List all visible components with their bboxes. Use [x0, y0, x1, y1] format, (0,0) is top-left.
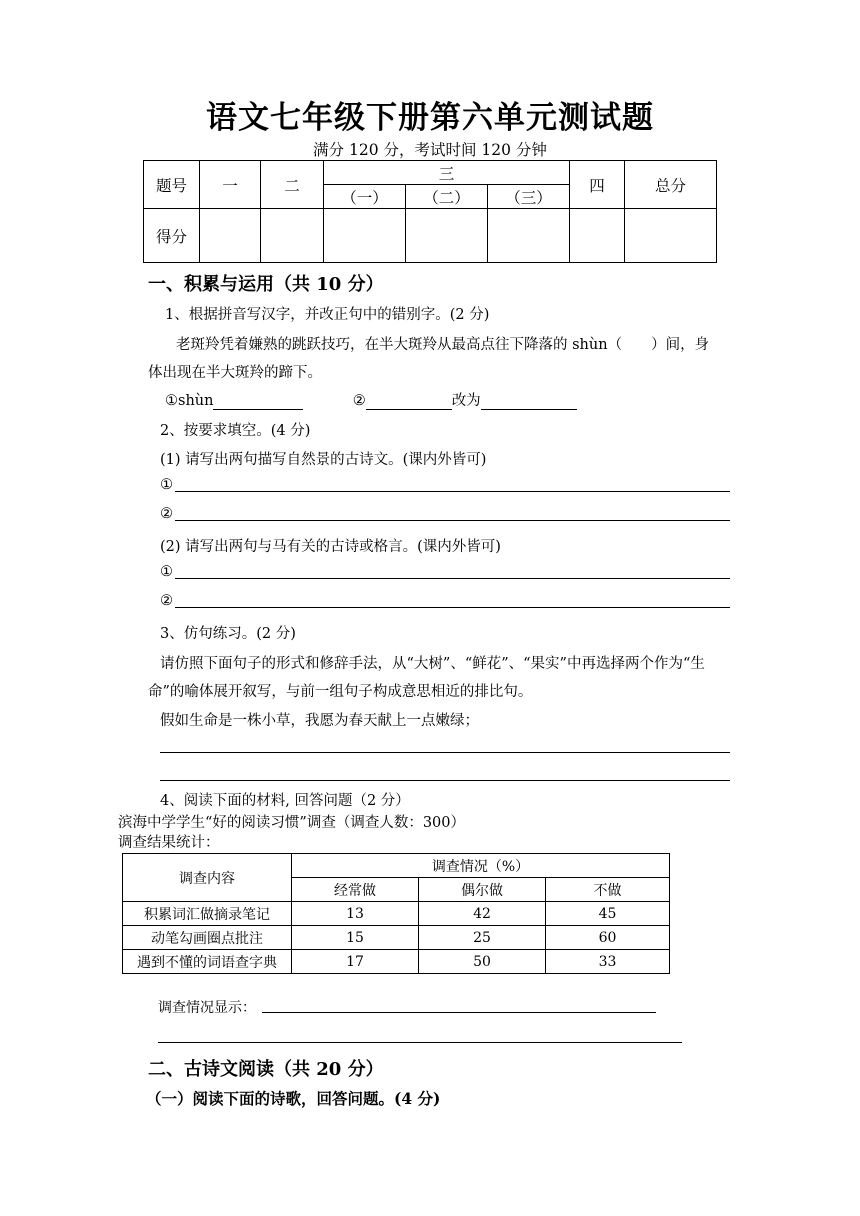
score-row-label: 得分	[144, 209, 200, 263]
survey-never: 33	[546, 950, 670, 974]
survey-header-often: 经常做	[292, 878, 419, 902]
q1-blank2-wrong[interactable]	[366, 394, 452, 410]
score-header-3c: （三）	[488, 185, 570, 209]
score-header-total: 总分	[625, 161, 717, 209]
table-row	[123, 902, 670, 926]
survey-table	[122, 853, 670, 974]
q4-stats-label: 调查结果统计：	[118, 835, 220, 851]
survey-often: 13	[292, 902, 419, 926]
q1-prompt: 1、根据拼音写汉字，并改正句中的错别字。(2 分)	[165, 307, 490, 323]
score-header-3b: （二）	[406, 185, 488, 209]
survey-never: 45	[546, 902, 670, 926]
q1-passage-line1: 老斑羚凭着嫌熟的跳跃技巧，在半大斑羚从最高点往下降落的 shùn（ ）间，身	[176, 337, 710, 353]
score-header-4: 四	[570, 161, 625, 209]
q2-answer-line-2b[interactable]	[175, 607, 730, 608]
q2-answer-line-1a[interactable]	[175, 491, 730, 492]
survey-often: 15	[292, 926, 419, 950]
score-cell[interactable]	[625, 209, 717, 263]
q1-blank2-mid: 改为	[451, 393, 481, 409]
q2-mark-1b: ②	[160, 506, 173, 522]
survey-header-content: 调查内容	[123, 854, 292, 902]
q4-result-label: 调查情况显示：	[158, 1000, 256, 1016]
q3-example: 假如生命是一株小草，我愿为春天献上一点嫩绿；	[160, 713, 479, 729]
survey-sometimes: 42	[419, 902, 546, 926]
q3-instruction-line2: 命”的喻体展开叙写，与前一组句子构成意思相近的排比句。	[148, 684, 533, 700]
survey-often: 17	[292, 950, 419, 974]
q1-blank1-label: ①shùn	[165, 393, 214, 409]
q4-prompt: 4、阅读下面的材料, 回答问题（2 分）	[160, 793, 410, 809]
q1-passage-line2: 体出现在半大斑羚的蹄下。	[148, 365, 322, 381]
q1-blank2-correct[interactable]	[481, 394, 577, 410]
survey-item: 积累词汇做摘录笔记	[123, 902, 292, 926]
score-cell[interactable]	[570, 209, 625, 263]
q2-mark-2a: ①	[160, 564, 173, 580]
q2-answer-line-1b[interactable]	[175, 520, 730, 521]
section1-heading: 一、积累与运用（共 10 分）	[148, 274, 384, 295]
table-row	[123, 950, 670, 974]
score-header-3: 三	[324, 161, 570, 185]
section2-sub1: （一）阅读下面的诗歌，回答问题。(4 分)	[146, 1089, 441, 1108]
page-subtitle: 满分 120 分，考试时间 120 分钟	[313, 141, 547, 159]
score-header-tihao: 题号	[144, 161, 200, 209]
score-cell[interactable]	[488, 209, 570, 263]
q3-answer-line-1[interactable]	[160, 752, 730, 753]
q3-instruction-line1: 请仿照下面句子的形式和修辞手法，从“大树”、“鲜花”、“果实”中再选择两个作为“生	[160, 656, 705, 672]
q4-answer-line-2[interactable]	[158, 1042, 682, 1043]
score-header-1: 一	[200, 161, 261, 209]
q1-answer-row	[165, 389, 577, 410]
score-cell[interactable]	[200, 209, 261, 263]
score-cell[interactable]	[324, 209, 406, 263]
survey-header-situation: 调查情况（%）	[292, 854, 670, 878]
survey-header-sometimes: 偶尔做	[419, 878, 546, 902]
score-cell[interactable]	[406, 209, 488, 263]
q2-answer-line-2a[interactable]	[175, 578, 730, 579]
score-header-2: 二	[261, 161, 324, 209]
q3-prompt: 3、仿句练习。(2 分)	[160, 626, 296, 642]
survey-sometimes: 50	[419, 950, 546, 974]
section2-heading: 二、古诗文阅读（共 20 分）	[148, 1059, 384, 1080]
q2-sub2: (2) 请写出两句与马有关的古诗或格言。(课内外皆可)	[160, 539, 501, 555]
q2-mark-1a: ①	[160, 477, 173, 493]
table-row	[123, 926, 670, 950]
q2-sub1: (1) 请写出两句描写自然景的古诗文。(课内外皆可)	[160, 452, 487, 468]
survey-item: 动笔勾画圈点批注	[123, 926, 292, 950]
score-table	[143, 160, 717, 263]
q3-answer-line-2[interactable]	[160, 780, 730, 781]
q4-survey-title: 滨海中学学生“好的阅读习惯”调查（调查人数：300）	[118, 815, 465, 831]
survey-never: 60	[546, 926, 670, 950]
q2-mark-2b: ②	[160, 593, 173, 609]
q1-blank2-label: ②	[352, 393, 366, 409]
survey-header-never: 不做	[546, 878, 670, 902]
survey-item: 遇到不懂的词语查字典	[123, 950, 292, 974]
q1-blank1[interactable]	[213, 394, 303, 410]
page-title: 语文七年级下册第六单元测试题	[206, 100, 654, 136]
score-cell[interactable]	[261, 209, 324, 263]
q2-prompt: 2、按要求填空。(4 分)	[160, 423, 311, 439]
score-header-3a: （一）	[324, 185, 406, 209]
survey-sometimes: 25	[419, 926, 546, 950]
q4-answer-line-1[interactable]	[262, 1012, 656, 1013]
